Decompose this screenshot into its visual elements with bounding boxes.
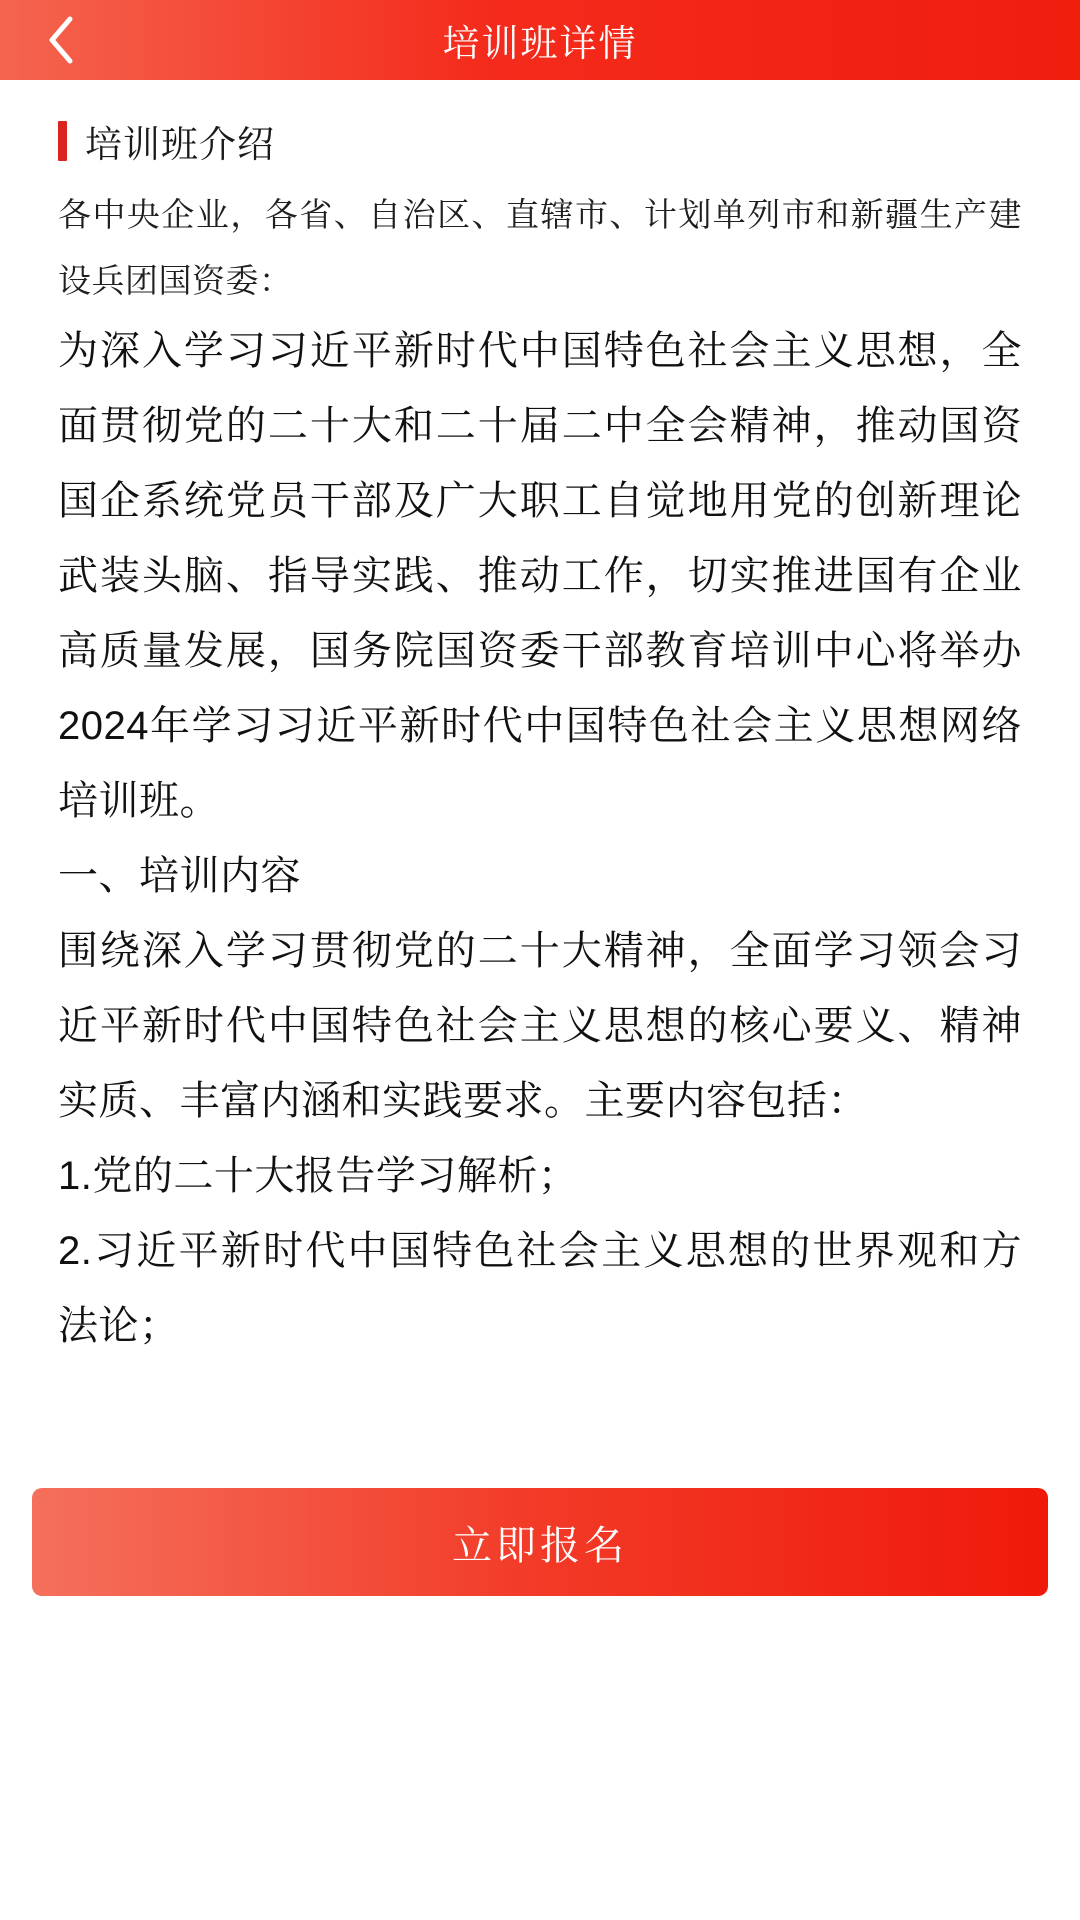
section-header — [58, 114, 1022, 168]
back-button[interactable] — [34, 13, 88, 67]
intro-paragraph-purpose: 为深入学习习近平新时代中国特色社会主义思想，全面贯彻党的二十大和二十届二中全会精神，推动国资国企系统党员干部及广大职工自觉地用党的创新理论武装头脑、指导实践、推动工作，切实推进国有企业高质量发展，国务院国资委干部教育培训中心将举办2024年学习习近平新时代中国特色社会主义思想网络培训班。 — [58, 329, 1022, 823]
section-title: 培训班介绍 — [85, 124, 275, 165]
bottom-action-bar — [0, 1460, 1080, 1920]
content-bottom-fade — [0, 1390, 1080, 1460]
detail-content-scroll[interactable] — [0, 80, 1080, 1460]
intro-list-item-2: 2.习近平新时代中国特色社会主义思想的世界观和方法论； — [58, 1229, 1022, 1348]
intro-paragraph-recipients: 各中央企业，各省、自治区、直辖市、计划单列市和新疆生产建设兵团国资委： — [58, 196, 1022, 299]
top-navigation-bar — [0, 0, 1080, 80]
page-title: 培训班详情 — [442, 23, 638, 64]
chevron-left-icon — [46, 15, 76, 65]
enroll-now-button[interactable]: 立即报名 — [32, 1488, 1048, 1596]
intro-heading-training-content: 一、培训内容 — [58, 854, 301, 898]
section-accent-bar — [58, 121, 67, 161]
intro-list-item-1: 1.党的二十大报告学习解析； — [58, 1154, 579, 1198]
intro-paragraph-scope: 围绕深入学习贯彻党的二十大精神，全面学习领会习近平新时代中国特色社会主义思想的核心要义、精神实质、丰富内涵和实践要求。主要内容包括： — [58, 929, 1022, 1123]
